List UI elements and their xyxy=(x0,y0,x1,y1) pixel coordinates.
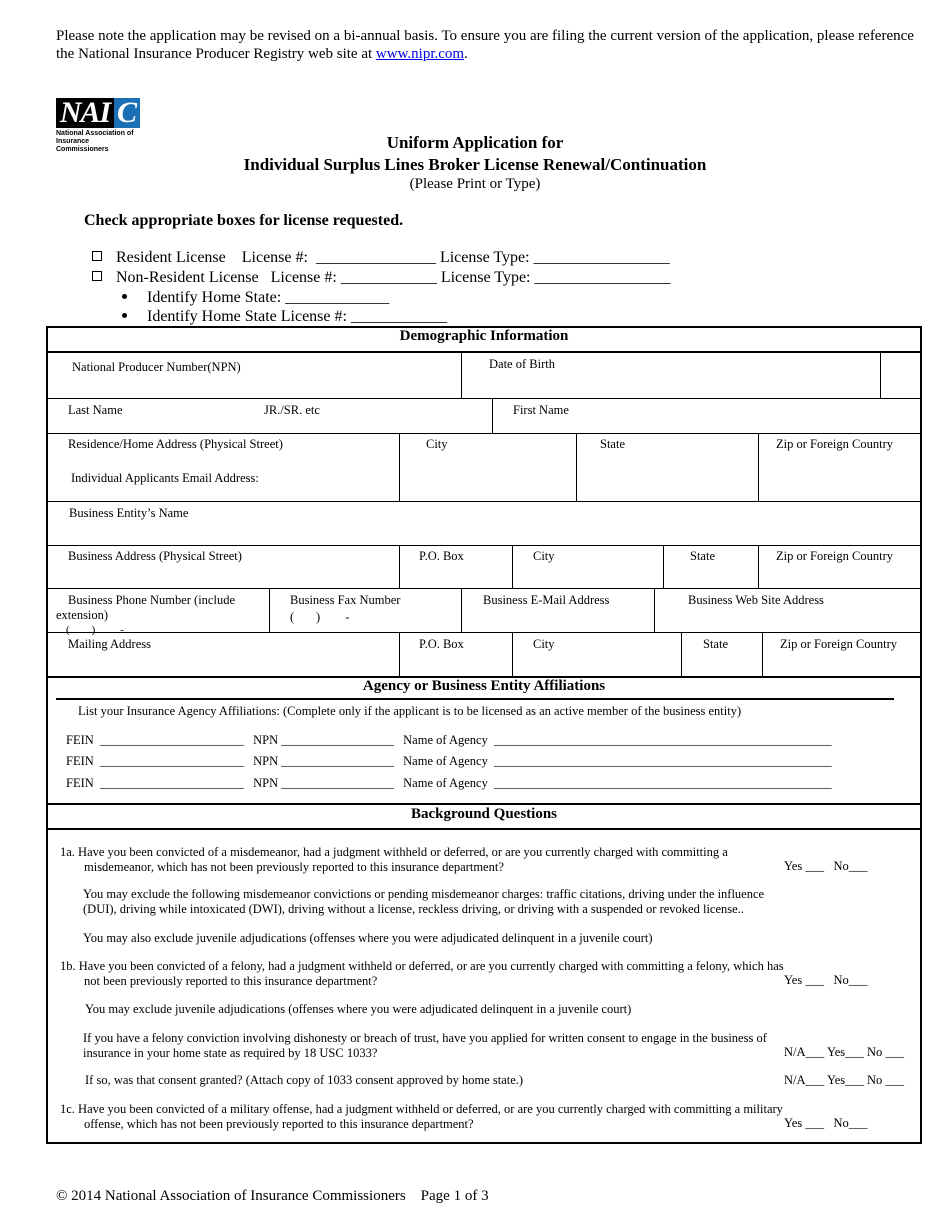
background-header: Background Questions xyxy=(410,806,557,822)
license-heading: Check appropriate boxes for license requested. xyxy=(84,212,404,229)
form-subtitle: (Please Print or Type) xyxy=(409,176,541,192)
question-1a: 1a. Have you been convicted of a misdemeanor, had a judgment withheld or deferred, or are you currently charged with committing a misdemeanor, which has not been previously reported to this insurance department? xyxy=(60,845,728,874)
answer-1b-granted[interactable]: N/A___ Yes___ No ___ xyxy=(784,1073,905,1087)
affiliations-header: Agency or Business Entity Affiliations xyxy=(362,678,606,694)
business-address-label: Business Address (Physical Street) xyxy=(68,549,242,563)
divider xyxy=(512,633,513,676)
divider xyxy=(512,546,513,588)
divider xyxy=(46,351,922,353)
business-pobox-label: P.O. Box xyxy=(419,549,464,563)
revision-notice xyxy=(56,27,916,63)
question-1a-note2: You may also exclude juvenile adjudications (offenses where you were adjudicated delinquent in a juvenile court) xyxy=(83,931,653,945)
business-phone-label: Business Phone Number (include extension) xyxy=(56,593,235,622)
nonresident-checkbox[interactable] xyxy=(92,271,102,281)
mailing-pobox-label: P.O. Box xyxy=(419,637,464,651)
divider xyxy=(399,434,400,501)
divider xyxy=(758,546,759,588)
divider xyxy=(46,433,922,434)
divider xyxy=(654,589,655,632)
notice-text: Please note the application may be revised on a bi-annual basis. To ensure you are filing the current version of the application, please reference the National Insurance Producer Registry web site at xyxy=(56,28,914,62)
divider xyxy=(576,434,577,501)
divider xyxy=(461,352,462,398)
divider xyxy=(46,588,922,589)
mailing-city-label: City xyxy=(533,637,555,651)
logo-line2: Insurance Commissioners xyxy=(56,138,109,153)
form-title: Uniform Application for xyxy=(386,133,564,152)
logo-letters: NAI xyxy=(56,98,114,128)
home-state-label: Identify Home State: _____________ xyxy=(147,289,390,306)
divider xyxy=(880,352,881,398)
divider xyxy=(399,546,400,588)
divider xyxy=(46,501,922,502)
jr-sr-label: JR./SR. etc xyxy=(264,403,320,417)
residence-city-label: City xyxy=(426,437,448,451)
divider xyxy=(762,633,763,676)
phone-format: ( ) - xyxy=(66,624,124,636)
question-1b-note: You may exclude juvenile adjudications (offenses where you were adjudicated delinquent in a juvenile court) xyxy=(85,1002,632,1016)
bullet-icon xyxy=(122,313,127,318)
home-state-license-row xyxy=(114,290,447,326)
business-fax-label: Business Fax Number xyxy=(290,593,401,607)
npn-label: National Producer Number(NPN) xyxy=(72,360,241,374)
divider xyxy=(681,633,682,676)
logo-letter-c: C xyxy=(114,98,140,128)
email-label: Individual Applicants Email Address: xyxy=(71,471,259,485)
answer-1c[interactable]: Yes ___ No___ xyxy=(784,1116,868,1130)
notice-end: . xyxy=(464,46,468,62)
divider xyxy=(269,589,270,632)
divider xyxy=(663,546,664,588)
question-1b: 1b. Have you been convicted of a felony, had a judgment withheld or deferred, or are you currently charged with committing a felony, which has not been previously reported to this insurance department? xyxy=(60,959,784,988)
residence-label: Residence/Home Address (Physical Street) xyxy=(68,437,283,451)
affiliations-instructions: List your Insurance Agency Affiliations: (Complete only if the applicant is to be licensed as an active member of the business entity) xyxy=(78,704,742,718)
divider xyxy=(46,803,922,805)
fax-format: ( ) - xyxy=(290,610,350,624)
dob-label: Date of Birth xyxy=(489,357,555,371)
resident-label: Resident License License #: _______________ License Type: _________________ xyxy=(116,249,670,266)
answer-1a[interactable]: Yes ___ No___ xyxy=(784,859,868,873)
divider xyxy=(492,399,493,433)
page-footer: © 2014 National Association of Insurance Commissioners Page 1 of 3 xyxy=(56,1188,489,1204)
answer-1b[interactable]: Yes ___ No___ xyxy=(784,973,868,987)
answer-1b-consent[interactable]: N/A___ Yes___ No ___ xyxy=(784,1045,905,1059)
home-state-license-label: Identify Home State License #: ____________ xyxy=(147,308,447,325)
mailing-state-label: State xyxy=(703,637,728,651)
last-name-label: Last Name xyxy=(68,403,123,417)
divider xyxy=(46,398,922,399)
mailing-zip-label: Zip or Foreign Country xyxy=(780,637,898,651)
residence-zip-label: Zip or Foreign Country xyxy=(776,437,894,451)
divider xyxy=(46,632,922,633)
divider xyxy=(46,545,922,546)
business-zip-label: Zip or Foreign Country xyxy=(776,549,894,563)
business-city-label: City xyxy=(533,549,555,563)
question-1b-granted: If so, was that consent granted? (Attach copy of 1033 consent approved by home state.) xyxy=(85,1073,524,1087)
business-state-label: State xyxy=(690,549,715,563)
entity-name-label: Business Entity’s Name xyxy=(69,506,189,520)
form-title-line2: Individual Surplus Lines Broker License Renewal/Continuation xyxy=(243,155,707,174)
divider xyxy=(46,828,922,830)
question-1a-note1: You may exclude the following misdemeanor convictions or pending misdemeanor charges: traffic citations, driving under the influence (DUI), driving while intoxicated (DWI), driving without a license, reckless driving, or driving with a suspended or revoked license.. xyxy=(83,887,765,916)
first-name-label: First Name xyxy=(513,403,569,417)
nipr-link[interactable]: www.nipr.com xyxy=(375,46,465,62)
divider xyxy=(758,434,759,501)
business-email-label: Business E-Mail Address xyxy=(483,593,610,607)
question-1b-consent: If you have a felony conviction involving dishonesty or breach of trust, have you applied for written consent to engage in the business of insurance in your home state as required by 18 USC 1033? xyxy=(83,1031,767,1060)
affiliation-row[interactable]: FEIN _______________________ NPN __________________ Name of Agency ______________________________________________________ xyxy=(66,754,832,768)
nonresident-label: Non-Resident License License #: ____________ License Type: _________________ xyxy=(116,269,671,286)
divider xyxy=(399,633,400,676)
residence-state-label: State xyxy=(600,437,625,451)
mailing-address-label: Mailing Address xyxy=(68,637,151,651)
question-1c: 1c. Have you been convicted of a military offense, had a judgment withheld or deferred, or are you currently charged with committing a military offense, which has not been previously reported to this insurance department? xyxy=(60,1102,783,1131)
divider xyxy=(56,698,894,700)
affiliation-row[interactable]: FEIN _______________________ NPN __________________ Name of Agency ______________________________________________________ xyxy=(66,733,832,747)
divider xyxy=(461,589,462,632)
business-web-label: Business Web Site Address xyxy=(688,593,824,607)
demographic-header: Demographic Information xyxy=(399,328,569,344)
logo-line1: National Association of xyxy=(56,130,134,137)
affiliation-row[interactable]: FEIN _______________________ NPN __________________ Name of Agency ______________________________________________________ xyxy=(66,776,832,790)
